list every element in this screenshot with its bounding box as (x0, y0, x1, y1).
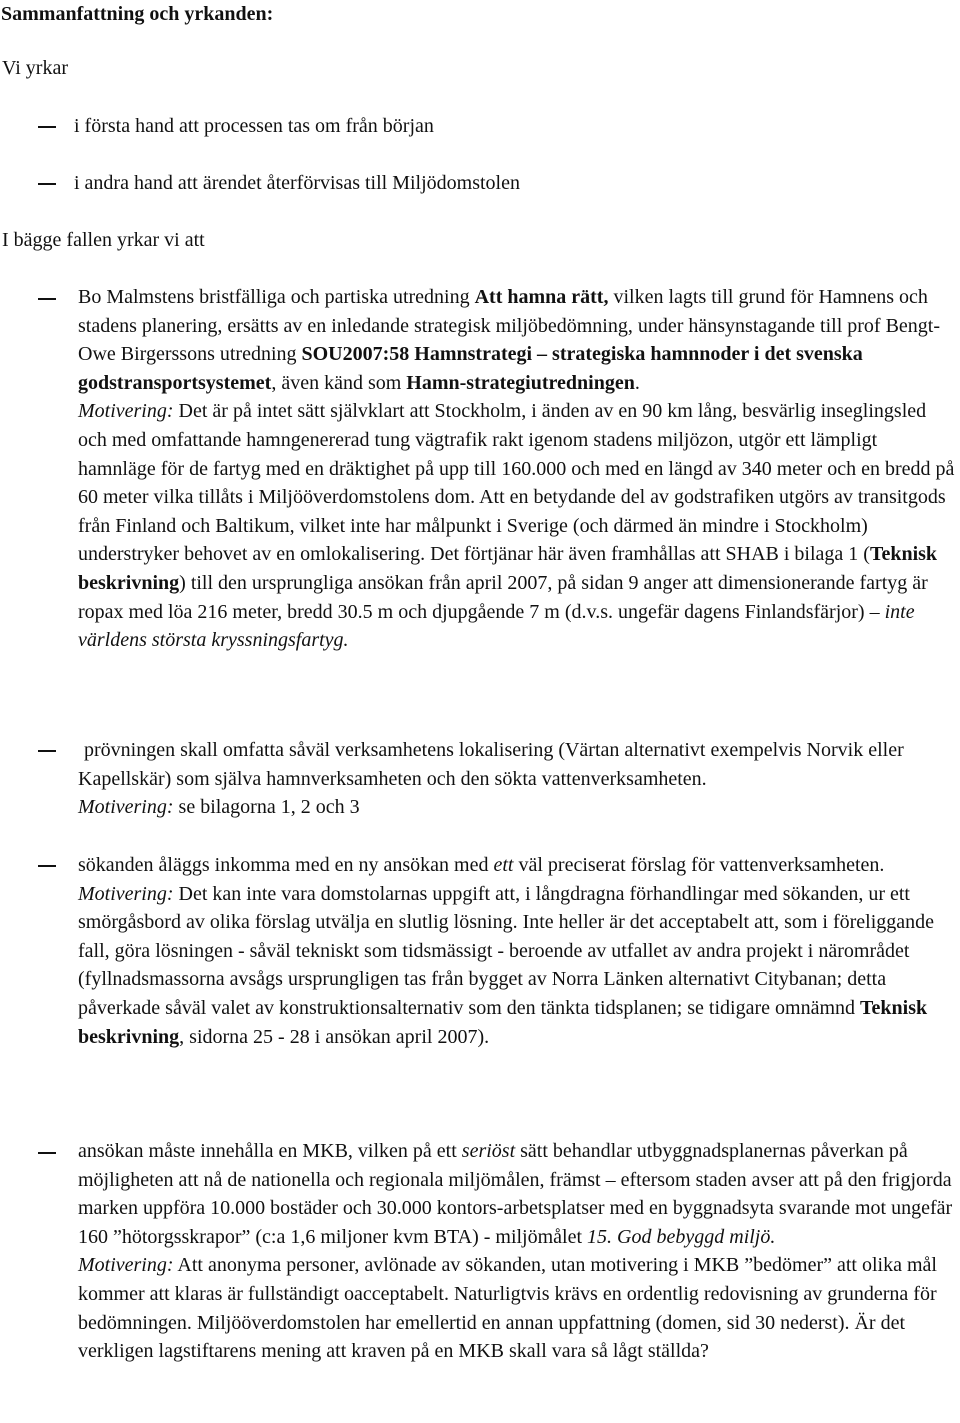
both-cases-text: I bägge fallen yrkar vi att (2, 229, 205, 251)
demand-item-2 (78, 736, 958, 822)
motivation-2 (78, 793, 958, 822)
demand-1-part: . (634, 371, 640, 394)
motivation-4 (78, 1251, 958, 1365)
demand-4-part: sätt behandlar utbyggnadsplanernas påverkan på möjligheten att nå de nationella och regionala miljömålen, främst – eftersom staden avser att på den frigjorda marken uppföra 10.000 bostäder och 30.000 kontors-arbetsplatser med en byggnadsyta svarande mot ungefär 160 ”hötorgsskrapor” (c:a 1,6 miljoner kvm BTA) - miljömålet (78, 1140, 953, 1248)
motivation-3-part: Det kan inte vara domstolarnas uppgift att, i långdragna förhandlingar med sökanden, ur ett smörgåsbord av olika förslag utvälja en slutlig lösning. Inte heller är det acceptabelt att, som i föreliggande fall, göra lösningen - såväl tekniskt som tidsmässigt - beroende av utfallet av andra projekt i närområdet (fyllnadsmassorna avsågs ursprungligen tas från bygget av Norra Länken alternativt Citybanan; detta påverkade såväl valet av konstruktionsalternativ som den tänkta tidsplanen; se tidigare omnämnd (78, 882, 935, 1019)
demand-1-part: Bo Malmstens bristfälliga och partiska utredning (78, 286, 475, 308)
motivation-label: Motivering: (78, 796, 174, 819)
hamnstrategi-bold: Hamn-strategiutredningen (406, 371, 635, 394)
demand-item-3 (78, 851, 958, 1051)
motivation-label: Motivering: (78, 1254, 174, 1277)
demand-2-text (78, 736, 958, 793)
dash-bullet-icon (38, 298, 56, 300)
environment-goal-italic: 15. God bebyggd miljö. (587, 1225, 776, 1248)
demand-3-part: sökanden åläggs inkomma med en ny ansökan med (78, 854, 494, 876)
dash-bullet-icon (38, 865, 56, 867)
demand-4-text (78, 1137, 958, 1251)
first-list-item-1: i första hand att processen tas om från början (74, 115, 434, 137)
motivation-1-italic: inte världens största kryssningsfartyg. (78, 600, 915, 652)
demand-3-text (78, 851, 958, 880)
report-title-bold: Att hamna rätt, (474, 286, 609, 308)
demand-item-1 (78, 283, 958, 655)
demand-1-part: , även känd som (271, 371, 407, 394)
demand-item-4 (78, 1137, 958, 1366)
demand-3-italic: ett (493, 854, 514, 876)
motivation-label: Motivering: (78, 882, 174, 905)
motivation-label: Motivering: (78, 400, 174, 423)
intro-text: Vi yrkar (2, 57, 68, 79)
motivation-1 (78, 397, 958, 654)
demand-1-part: vilken lagts till grund för Hamnens och stadens planering, ersätts av en inledande strategisk miljöbedömning, under hänsynstagande till prof Bengt-Owe Birgerssons utredning (78, 286, 941, 366)
teknisk-beskrivning-bold: Teknisk beskrivning (78, 543, 938, 594)
motivation-3-part: , sidorna 25 - 28 i ansökan april 2007). (179, 1025, 490, 1048)
motivation-1-part: Det är på intet sätt självklart att Stockholm, i änden av en 90 km lång, besvärlig inseglingsled och med omfattande hamngenererad tung vägtrafik rakt igenom stadens miljözon, utgör ett lämpligt hamnläge för de fartyg med en dräktighet på upp till 160.000 och med en längd av 340 meter och en bredd på 60 meter vilka tillåts i Miljööverdomstolens dom. Att en betydande del av godstrafiken utgörs av transitgods från Finland och Baltikum, vilket inte har målpunkt i Sverige (och därmed än mindre i Stockholm) understryker behovet av en omlokalisering. Det förtjänar här även framhållas att SHAB i bilaga 1 ( (78, 400, 955, 566)
demand-4-part: ansökan måste innehålla en MKB, vilken på ett (78, 1140, 462, 1162)
demand-1-text (78, 283, 958, 397)
motivation-3 (78, 880, 958, 1052)
sou-reference-bold: SOU2007:58 Hamnstrategi – strategiska hamnnoder i det svenska godstransportsystemet (78, 343, 863, 394)
motivation-1-part: ) till den ursprungliga ansökan från april 2007, på sidan 9 anger att dimensionerande fartyg är ropax med löa 216 meter, bredd 30.5 m och djupgående 7 m (d.v.s. ungefär dagens Finlandsfärjor) – (78, 571, 928, 623)
motivation-4-part: Att anonyma personer, avlönade av sökanden, utan motivering i MKB ”bedömer” att olika mål kommer att klaras är fullständigt oacceptabelt. Naturligtvis krävs en ordentlig redovisning av grunderna för bedömningen. Miljööverdomstolen har emellertid en annan uppfattning (domen, sid 30 nederst). Är det verkligen lagstiftarens mening att kraven på en MKB skall vara så lågt ställda? (78, 1254, 937, 1363)
dash-bullet-icon (38, 126, 56, 128)
dash-bullet-icon (38, 750, 56, 752)
dash-bullet-icon (38, 183, 56, 185)
section-heading: Sammanfattning och yrkanden: (1, 3, 274, 25)
first-list-item-2: i andra hand att ärendet återförvisas till Miljödomstolen (74, 172, 520, 194)
teknisk-beskrivning-bold: Teknisk beskrivning (78, 996, 928, 1048)
dash-bullet-icon (38, 1152, 56, 1154)
demand-4-italic: seriöst (461, 1140, 516, 1162)
demand-3-part: väl preciserat förslag för vattenverksamheten. (513, 854, 885, 876)
motivation-2-part: se bilagorna 1, 2 och 3 (173, 796, 360, 819)
demand-2-part: prövningen skall omfatta såväl verksamhetens lokalisering (Värtan alternativt exempelvis Norvik eller Kapellskär) som själva hamnverksamheten och den sökta vattenverksamheten. (78, 739, 904, 790)
